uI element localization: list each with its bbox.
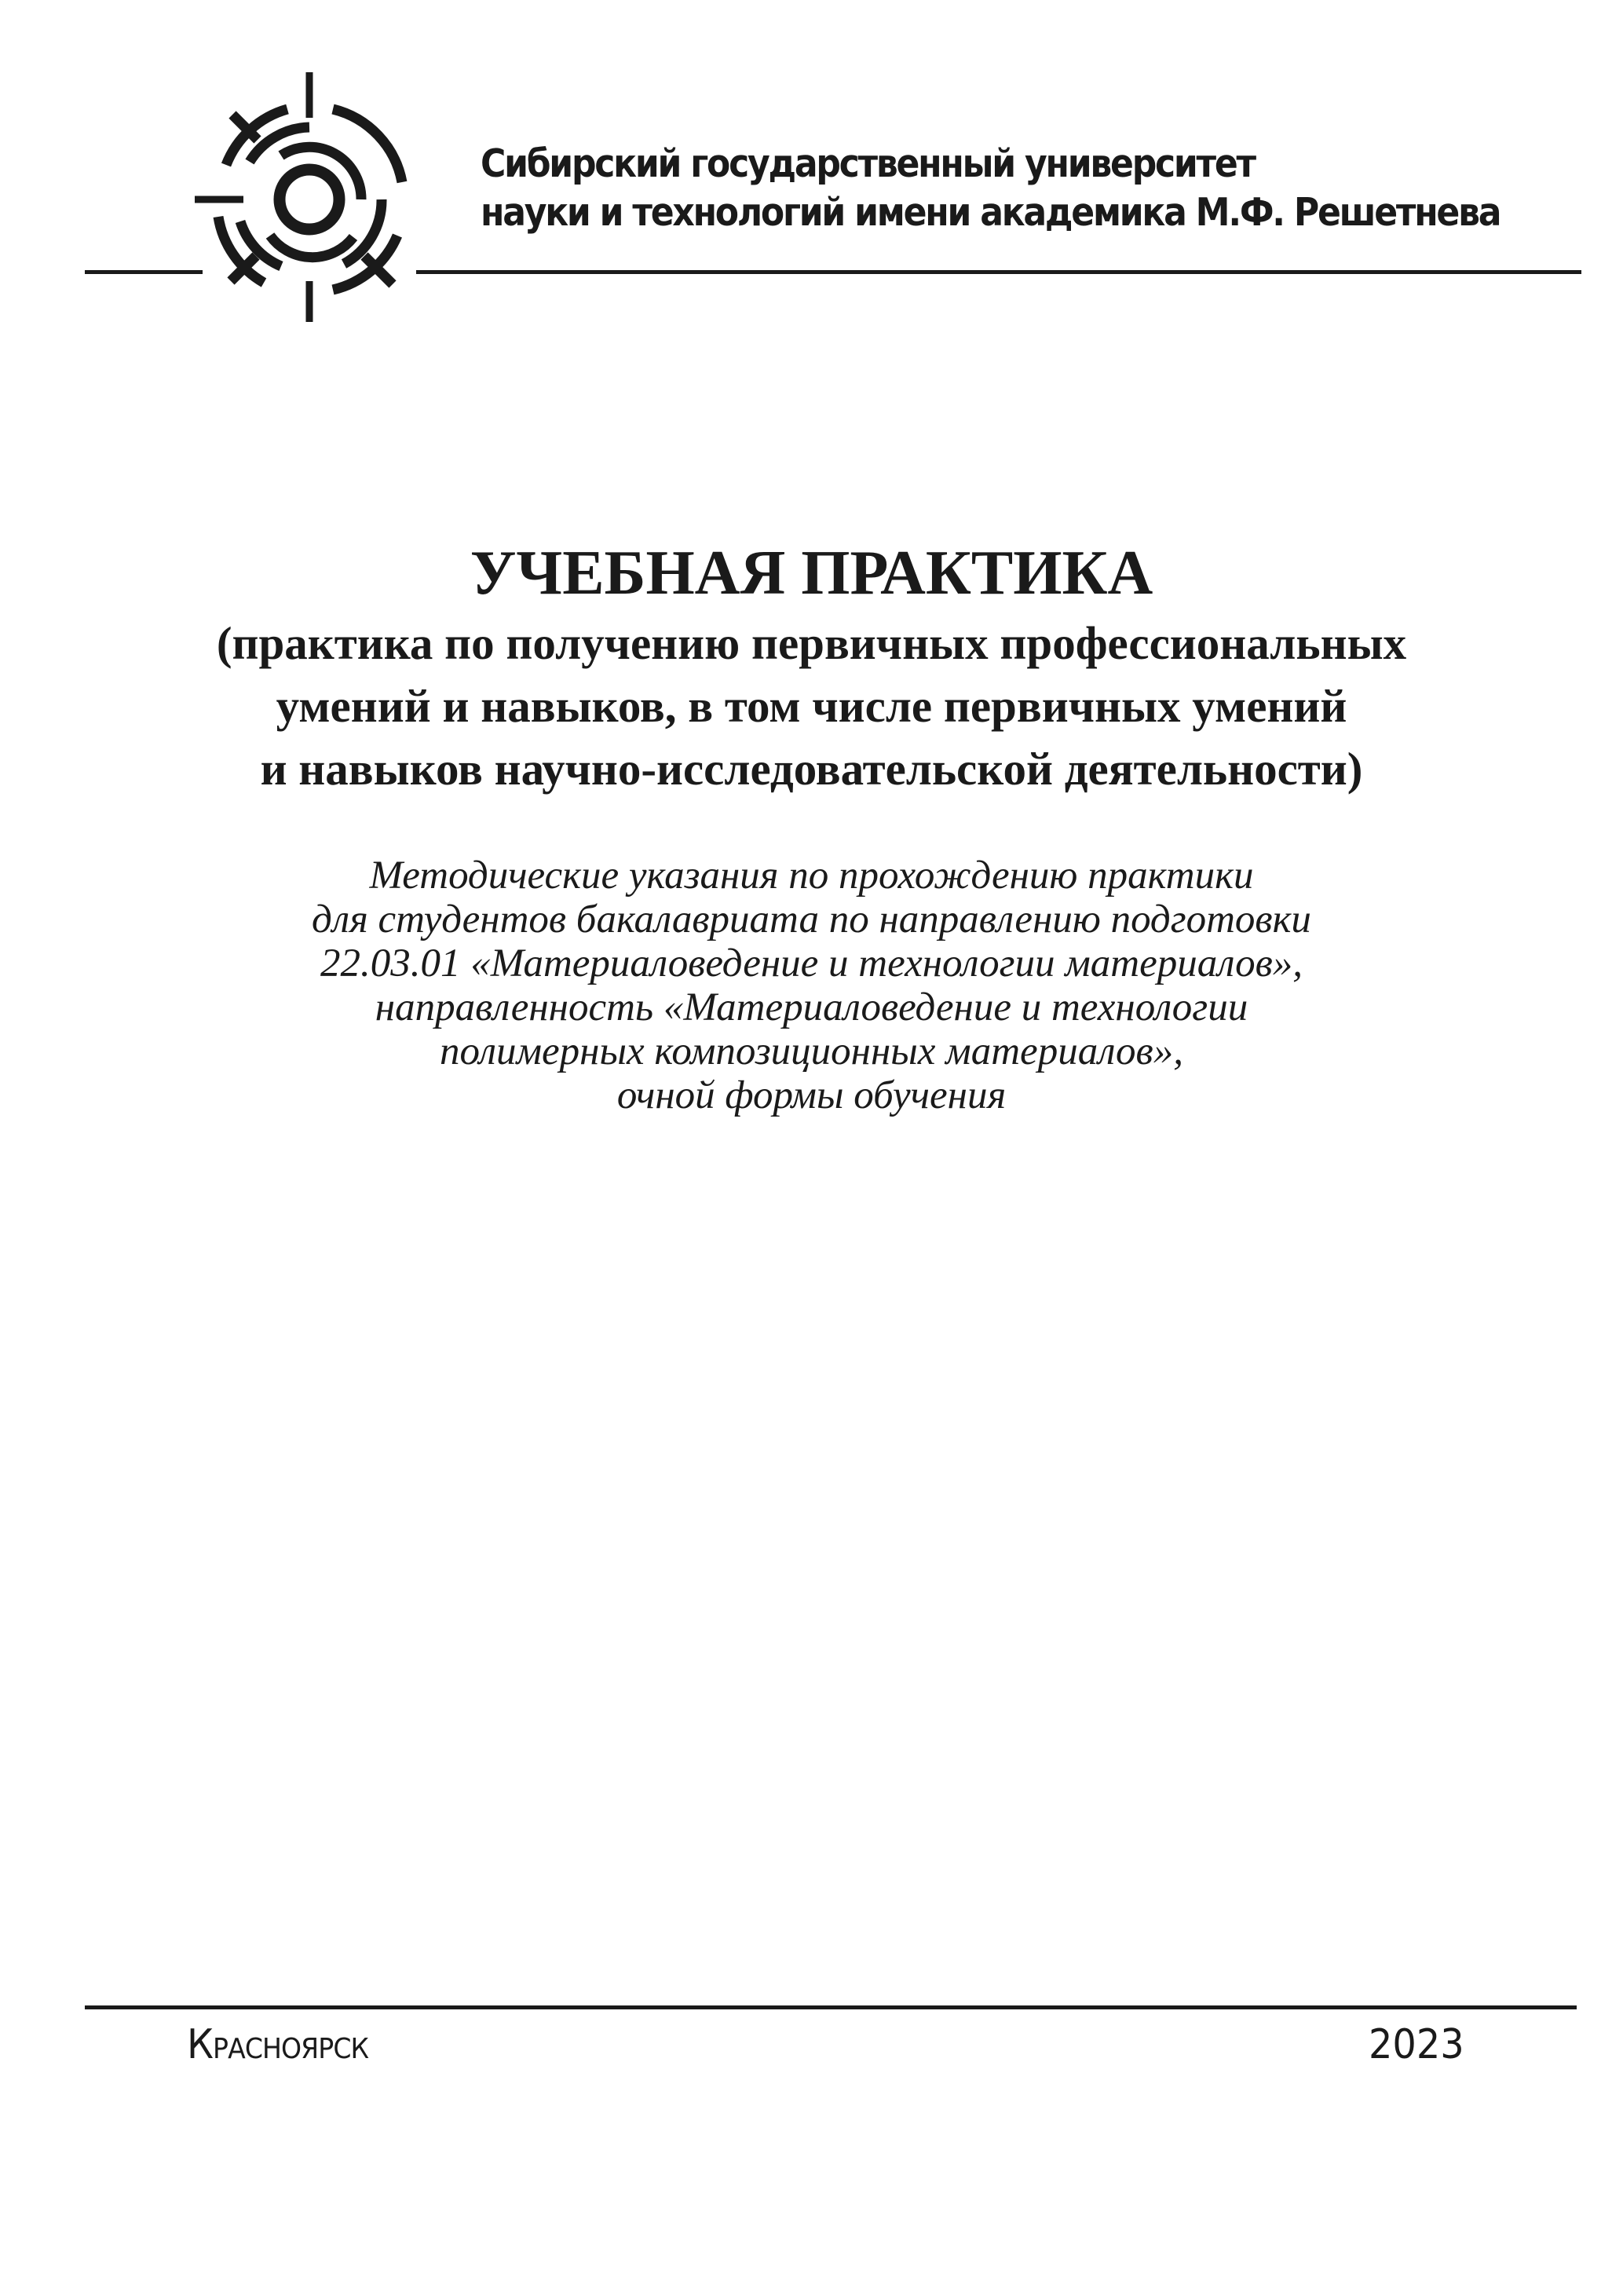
- publication-city: Красноярск: [187, 2021, 369, 2068]
- university-name: [481, 140, 1500, 237]
- document-description: [0, 854, 1623, 1117]
- header-divider-left: [85, 270, 203, 274]
- subtitle-line: и навыков научно-исследовательской деятельности): [260, 743, 1363, 795]
- university-name-line-1: Сибирский государственный университет: [481, 141, 1255, 186]
- description-line: 22.03.01 «Материаловедение и технологии материалов»,: [320, 941, 1303, 985]
- university-emblem-icon: [195, 72, 422, 322]
- publication-year: 2023: [1369, 2021, 1464, 2068]
- description-line: для студентов бакалавриата по направлению подготовки: [312, 898, 1311, 941]
- description-line: Методические указания по прохождению практики: [369, 854, 1254, 898]
- description-line: направленность «Материаловедение и технологии: [375, 985, 1248, 1029]
- document-subtitle: [0, 612, 1623, 800]
- university-name-line-2: науки и технологий имени академика М.Ф. Решетнева: [481, 190, 1501, 235]
- subtitle-line: умений и навыков, в том числе первичных умений: [276, 680, 1347, 732]
- header-divider-right: [416, 270, 1581, 274]
- description-line: очной формы обучения: [616, 1073, 1007, 1117]
- description-line: полимерных композиционных материалов»,: [440, 1029, 1183, 1073]
- document-title: УЧЕБНАЯ ПРАКТИКА: [470, 539, 1153, 608]
- subtitle-line: (практика по получению первичных профессиональных: [216, 617, 1407, 669]
- footer-divider: [85, 2005, 1577, 2009]
